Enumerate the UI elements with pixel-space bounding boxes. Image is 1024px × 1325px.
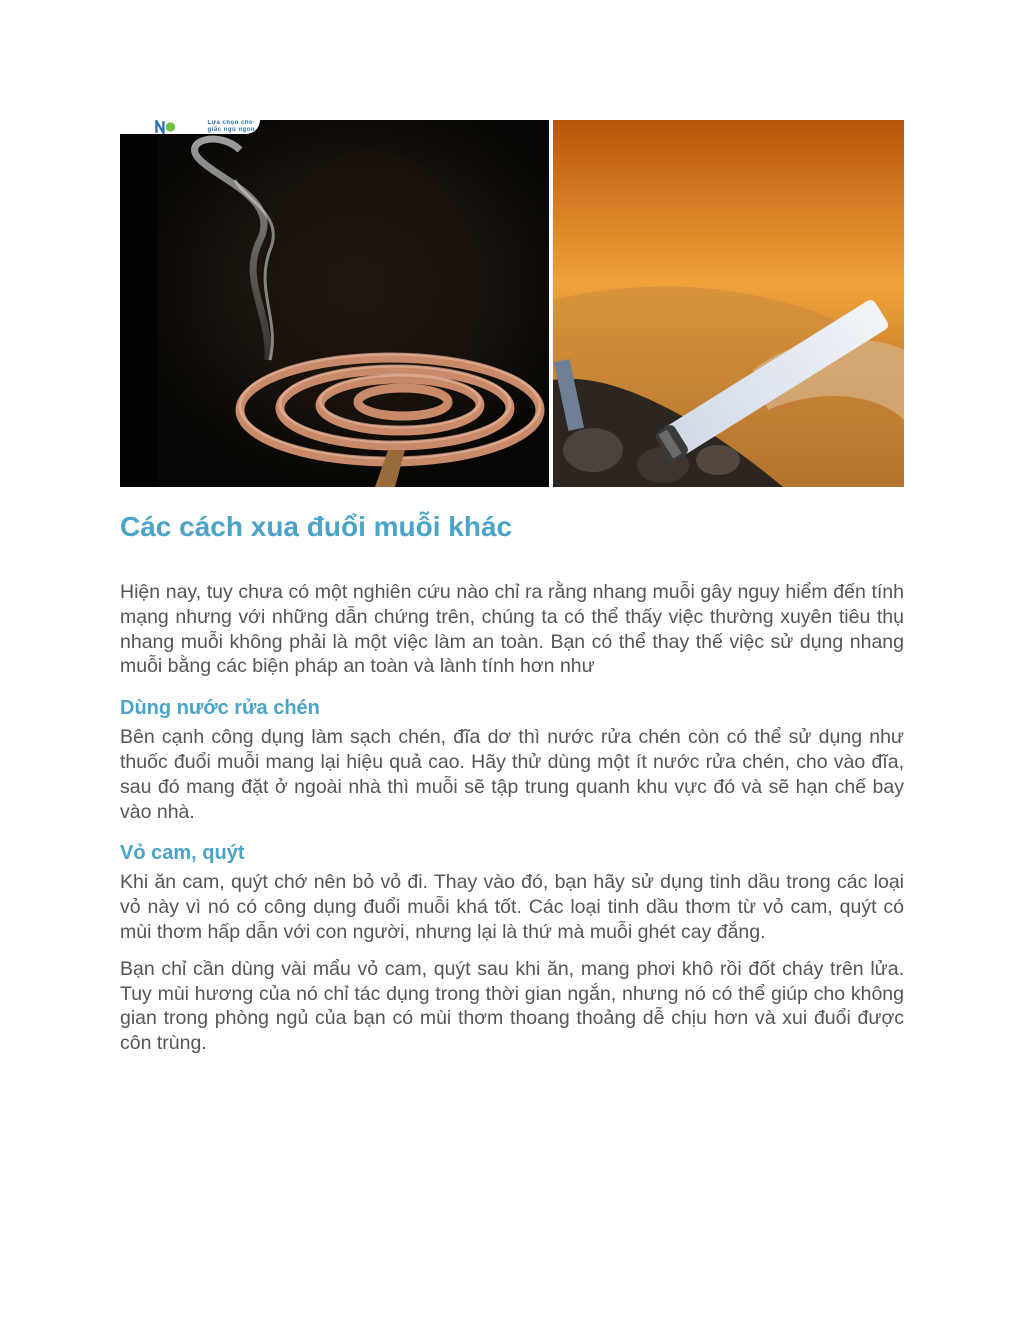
- article-content: [120, 508, 904, 1056]
- hero-image: [120, 120, 904, 487]
- intro-paragraph: Hiện nay, tuy chưa có một nghiên cứu nào chỉ ra rằng nhang muỗi gây nguy hiểm đến tính mạng nhưng với những dẫn chứng trên, chúng ta có thể thấy việc thường xuyên tiêu thụ nhang muỗi không phải là một việc làm an toàn. Bạn có thể thay thế việc sử dụng nhang muỗi bằng các biện pháp an toàn và lành tính hơn như: [120, 581, 904, 678]
- logo-tagline: Lựa chọn cho giấc ngủ ngon: [207, 120, 256, 133]
- logo-mark-icon: [130, 120, 202, 134]
- section-heading-dish-soap: Dùng nước rửa chén: [120, 697, 320, 720]
- section-heading-orange-peel: Vỏ cam, quýt: [120, 842, 245, 865]
- cigarette-ashtray-photo: [553, 120, 904, 487]
- section-paragraph-dish-soap: Bên cạnh công dụng làm sạch chén, đĩa dơ thì nước rửa chén còn có thể sử dụng như thuốc đuổi muỗi mang lại hiệu quả cao. Hãy thử dùng một ít nước rửa chén, cho vào đĩa, sau đó mang đặt ở ngoài nhà thì muỗi sẽ tập trung quanh khu vực đó và sẽ hạn chế bay vào nhà.: [120, 726, 904, 823]
- section-paragraph-orange-peel-1: Khi ăn cam, quýt chớ nên bỏ vỏ đi. Thay vào đó, bạn hãy sử dụng tinh dầu trong các loại vỏ này vì nó có công dụng đuổi muỗi khá tốt. Các loại tinh dầu thơm từ vỏ cam, quýt có mùi thơm hấp dẫn với con người, nhưng lại là thứ mà muỗi ghét cay đắng.: [120, 871, 904, 943]
- mosquito-coil-photo: [120, 120, 549, 487]
- brand-logo: [120, 120, 260, 134]
- section-paragraph-orange-peel-2: Bạn chỉ cần dùng vài mẩu vỏ cam, quýt sau khi ăn, mang phơi khô rồi đốt cháy trên lửa. Tuy mùi hương của nó chỉ tác dụng trong thời gian ngắn, nhưng nó có thể giúp cho không gian trong phòng ngủ của bạn có mùi thơm thoang thoảng dễ chịu hơn và xui đuổi được côn trùng.: [120, 957, 904, 1055]
- article-title: Các cách xua đuổi muỗi khác: [120, 511, 513, 542]
